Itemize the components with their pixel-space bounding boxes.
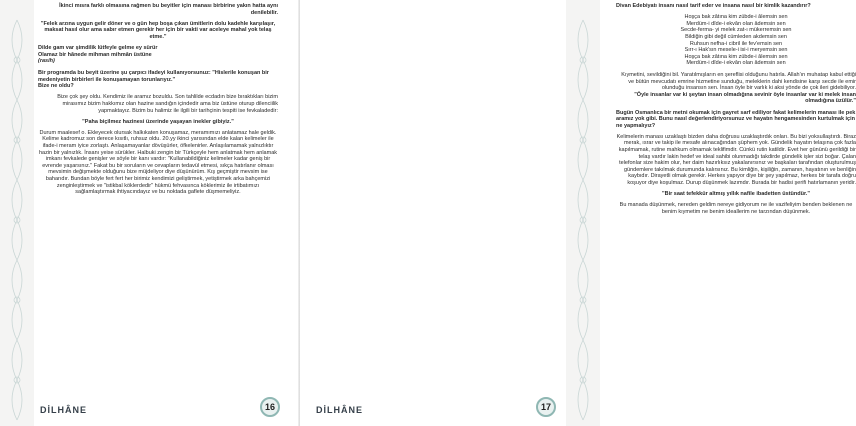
right-text-column [616, 3, 856, 220]
divan-poem [616, 14, 856, 67]
couplet-line: Dilde gam var şimdilik lütfeyle gelme ey sürür [38, 45, 158, 52]
poem-line: Hoşça bak zâtına kim zübde-i âlemsin sen [684, 14, 788, 21]
poem-line: Sırr-ı Hak'sın mesele-i isi-i meryemsin sen [684, 47, 788, 54]
poem-line: Hoşça bak zâtına kim zübde-i âlemsin sen [684, 53, 788, 60]
poem-line: Merdüm-i dîde-i ekvân olan âdemsin sen [686, 60, 786, 67]
rasih-couplet [38, 45, 278, 65]
question-short: Bize ne oldu? [38, 83, 74, 90]
brand-logo: DİLHÂNE [40, 405, 87, 415]
poem-line: Merdüm-i dîde-i ekvân olan âdemsin sen [686, 20, 786, 27]
left-page [0, 0, 300, 426]
human-value-paragraph: Kıymetini, sevildiğini bil. Yaratılmışların en şereflisi olduğunu hatırla. Allah'ın muhatap kabul ettiği ve bütün mevcudatı emrine hizmetine sunduğu, meleklerin dahi kendisine karşı secde ile emir olunduğu insansın sen. İnsan öyle bir varlık ki aksi yönde de çok ileri gidebiliyor. [621, 71, 856, 92]
angel-devil-quote: "Öyle insanlar var ki şeytan insan olmadığına sevinir öyle insanlar var ki melek insan olmadığına üzülür." [634, 91, 856, 105]
left-text-column [38, 3, 278, 200]
hadith-quote: "Bir saat tefekkür altmış yıllık nafile ibadetten üstündür." [662, 191, 810, 198]
ornament-pattern-icon [4, 0, 30, 426]
brand-logo: DİLHÂNE [316, 405, 363, 415]
poem-line: Ruhsun nefha-i cibril ile fev'emsin sen [689, 40, 783, 47]
poem-line: Bildiğin gibi değil cümleden akdemsin sen [685, 33, 787, 40]
poet-name: (rasih) [38, 58, 55, 65]
left-ornament-border [0, 0, 34, 426]
answer-paragraph: Bize çok şey oldu. Kendimiz ile aramız bozuldu. Son tahlilde ecdadın bize bıraktıkları bizim mirasımız bizim hakkımız olan hazine sandığın içindedir ama biz üstüne oturup dilenciilik yapmaktayız. Bizim bu halimiz ile ilgili bir tarihçinin tespiti ise fevkaladedir: [57, 94, 278, 114]
words-answer-paragraph: Kelimelerin manası uzaklaştı bizden daha doğrusu uzaklaştırdık onları. Bu bizi yoksullaştırdı. Biraz merak, ısrar ve takip ile mesafe alınacağından şüphem yok. Gündelik hayatın telaşına çok fazla kapılmamak, rutine mahkum olmamak teklifimdir. Cünkü rutin katildir. Evet her gününü gerildiği bir telaş vardır lakin hedef ve ideal sahibi olunmadığı takdirde gündelik işler sizi boğar. Çalan telefonlar size hakim olur, her daim hazırlıksız yakalanırsınız ve başkaları tarafından oluşturulmuş gündemlere takılmak durumunda kalırsınız. Bu kimliğin, kişiliğin, zamanın, hayatının ve benliğin kaybıdır. Dirayetli olmak gerekir. Herkes yapıyor diye bir şey yapılmaz, herkes bir tarafa doğru koşuyor diye koşulmaz. Durup düşünmek lazımdır. Burada bir hadisi şerifi hatırlamanın yeridir. [616, 133, 856, 187]
page-number-badge: 17 [536, 397, 556, 417]
poem-line: Secde-ferma- yi melek zat-ı mükerremsin sen [680, 27, 792, 34]
identity-question: Divan Edebiyatı insanı nasıl tarif eder ve insana nasıl bir kimlik kazandırır? [616, 3, 811, 9]
reflection-paragraph: Bu manada düşünmek, nereden geldim nereye gidiyorum ne ile vazifeliyim benden beklenen ne benim kıymetim ne benim ideallerim ne tarzından düşünmek. [619, 202, 853, 215]
historian-quote: "Paha biçilmez hazinesi üzerinde yaşayan inekler gibiyiz." [82, 118, 234, 125]
right-page [300, 0, 856, 426]
right-ornament-border [566, 0, 600, 426]
intro-paragraph: İkinci mısra farklı olmasına rağmen bu beyitler için manası birbirine yakın hatta aynı denilebilir. [59, 3, 278, 16]
question-paragraph: Bir programda bu beyit üzerine şu çarpıcı ifadeyi kullanıyorsunuz: "Hislerile konuşan bir medeniyetin birbirleri ile konuşamayan torunlarıyız." [38, 69, 269, 83]
long-answer-paragraph: Durum maalesef o. Ekleyecek olursak halkıkaten konuşamaz, meramımızı anlatamaz hale geldik. Kelime kadromuz son derece kısıtlı, ruhsuz oldu. 20.yy ikinci yarısından elde kalan kelimeler ile ifade-i meram iyice zorlaştı. Anlaşamayanlar dövüşürler, öfkelenirler. Anlaşılamamak yalnızlıktır hazin bir yalnızlık. İnsanı yeise sürükler. Halbuki zengin bir Türkçeyle hem anlatmak hem anlamak imkanı fevkalede genişler ve söyle bir kanı vardır: "Kullanabildiğiniz kelimeler kadar geniş bir evrende yaşarsınız." Fakat bu bir soruların ve cevapların tedavül etmesi, sıkça hatırlanır olması mevsimin değişmekte olduğunu bize müjdeliyor diye düşünürüm. Kış geçmiştir mevsim ise baharıdır. Bundan böyle fert fert her birimiz kendimizi geliştirmek, yetiştirmek arka bahçemizi zenginleştirmek ve "istikbal köklerdedir" hükmü fehvasınca köklerimiz ile irtibatımızı sağlamlaştırmak ihtiyacındayız ve bu noktada gaflete düşmemeliyiz. [38, 129, 278, 196]
page-number-badge: 16 [260, 397, 280, 417]
ornament-pattern-icon [570, 0, 596, 426]
verse-explanation: "Felek arzına uygun gelir döner ve o gün hep boşa çıkan ümitlerin dolu kadehle karşılaşır, maksat hasıl olur ama sabır etmen gerekir her için bir vakti var aceleye mahal yok telaş etme." [40, 20, 276, 40]
ottoman-question: Bugün Osmanlıca bir metni okumak için gayret sarf ediliyor fakat kelimelerin manası ile pek aramız yok gibi. Bunu nasıl değerlendiriyorsunuz ve hayatın hengamesinden kurtulmak için ne yapmalıyız? [616, 109, 856, 129]
couplet-line: Olamaz bir hânede mihman mihmân üstüne [38, 51, 152, 58]
